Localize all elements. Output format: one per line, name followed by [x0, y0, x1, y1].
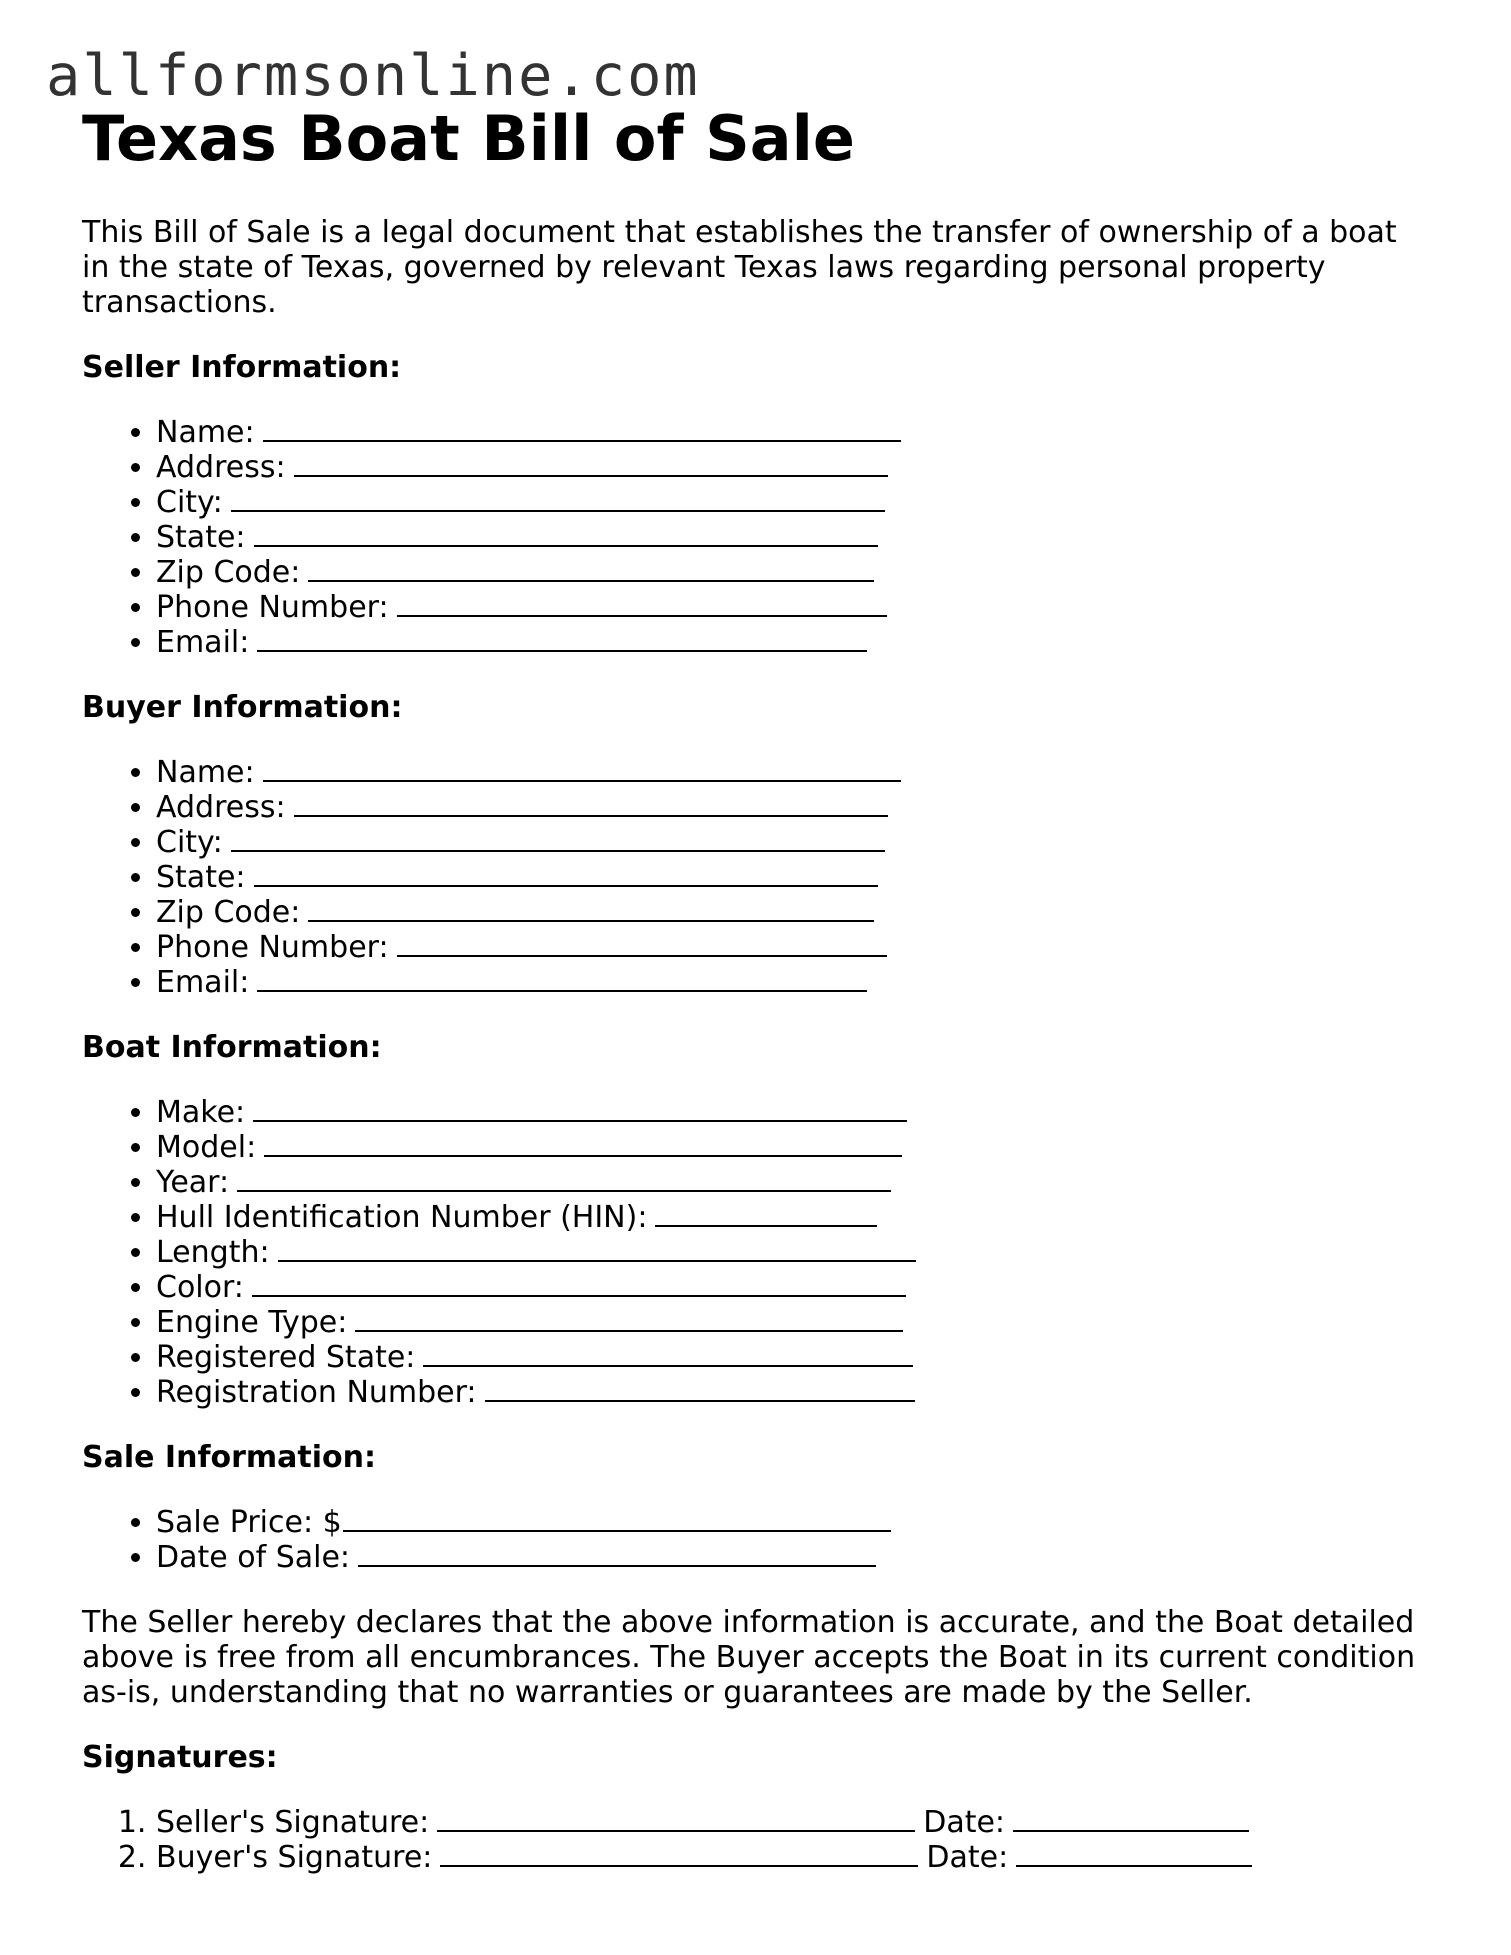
seller-name-label: Name: [156, 415, 255, 450]
buyer-city-item [156, 825, 1422, 860]
sale-price-label: Sale Price: $ [156, 1505, 342, 1540]
boat-registered-state-field[interactable] [423, 1341, 913, 1367]
buyer-email-field[interactable] [257, 966, 867, 992]
buyer-email-item [156, 965, 1422, 1000]
seller-email-field[interactable] [257, 626, 867, 652]
seller-address-field[interactable] [294, 451, 888, 477]
sale-price-field[interactable] [343, 1506, 891, 1532]
seller-city-item [156, 485, 1422, 520]
seller-zip-field[interactable] [308, 556, 874, 582]
boat-length-field[interactable] [278, 1236, 916, 1262]
buyer-state-label: State: [156, 860, 246, 895]
buyer-email-label: Email: [156, 965, 250, 1000]
seller-zip-label: Zip Code: [156, 555, 301, 590]
boat-color-item [156, 1270, 1422, 1305]
seller-state-item [156, 520, 1422, 555]
seller-phone-label: Phone Number: [156, 590, 389, 625]
buyer-state-field[interactable] [254, 861, 878, 887]
boat-year-label: Year: [156, 1165, 230, 1200]
buyer-signature-item [156, 1840, 1422, 1875]
sale-section-heading: Sale Information: [82, 1440, 376, 1475]
buyer-phone-item [156, 930, 1422, 965]
seller-field-list [82, 415, 1422, 660]
buyer-address-item [156, 790, 1422, 825]
boat-model-field[interactable] [264, 1131, 902, 1157]
boat-hin-item [156, 1200, 1422, 1235]
buyer-name-field[interactable] [263, 756, 901, 782]
boat-engine-item [156, 1305, 1422, 1340]
boat-color-field[interactable] [252, 1271, 906, 1297]
boat-length-item [156, 1235, 1422, 1270]
site-watermark: allformsonline.com [46, 43, 700, 109]
seller-phone-field[interactable] [397, 591, 887, 617]
intro-paragraph: This Bill of Sale is a legal document that establishes the transfer of ownership of a boat in the state of Texas, governed by relevant Texas laws regarding personal property transactions. [82, 215, 1397, 320]
boat-year-item [156, 1165, 1422, 1200]
buyer-signature-field[interactable] [440, 1841, 918, 1867]
buyer-state-item [156, 860, 1422, 895]
sale-date-field[interactable] [358, 1541, 876, 1567]
boat-registration-number-item [156, 1375, 1422, 1410]
seller-phone-item [156, 590, 1422, 625]
seller-zip-item [156, 555, 1422, 590]
sale-date-item [156, 1540, 1422, 1575]
boat-engine-label: Engine Type: [156, 1305, 348, 1340]
seller-email-label: Email: [156, 625, 250, 660]
buyer-address-field[interactable] [294, 791, 888, 817]
buyer-zip-item [156, 895, 1422, 930]
buyer-field-list [82, 755, 1422, 1000]
buyer-city-field[interactable] [231, 826, 885, 852]
boat-make-item [156, 1095, 1422, 1130]
seller-city-label: City: [156, 485, 223, 520]
buyer-date-label: Date: [926, 1840, 1009, 1875]
signatures-section-heading: Signatures: [82, 1740, 278, 1775]
buyer-name-label: Name: [156, 755, 255, 790]
seller-section-heading: Seller Information: [82, 350, 402, 385]
boat-section-heading: Boat Information: [82, 1030, 382, 1065]
boat-model-label: Model: [156, 1130, 257, 1165]
boat-registration-number-label: Registration Number: [156, 1375, 477, 1410]
buyer-city-label: City: [156, 825, 223, 860]
buyer-phone-field[interactable] [397, 931, 887, 957]
boat-year-field[interactable] [237, 1166, 891, 1192]
signature-list [82, 1805, 1422, 1875]
seller-signature-label: Seller's Signature: [156, 1805, 430, 1840]
seller-signature-field[interactable] [437, 1806, 915, 1832]
form-body [82, 215, 1422, 1905]
buyer-zip-field[interactable] [308, 896, 874, 922]
boat-engine-field[interactable] [355, 1306, 903, 1332]
buyer-section-heading: Buyer Information: [82, 690, 403, 725]
boat-hin-label: Hull Identification Number (HIN): [156, 1200, 648, 1235]
boat-hin-field[interactable] [655, 1201, 877, 1227]
seller-address-label: Address: [156, 450, 286, 485]
seller-state-label: State: [156, 520, 246, 555]
seller-signature-item [156, 1805, 1422, 1840]
sale-price-item [156, 1505, 1422, 1540]
boat-model-item [156, 1130, 1422, 1165]
buyer-address-label: Address: [156, 790, 286, 825]
seller-name-item [156, 415, 1422, 450]
boat-make-field[interactable] [253, 1096, 907, 1122]
buyer-name-item [156, 755, 1422, 790]
sale-field-list [82, 1505, 1422, 1575]
boat-field-list [82, 1095, 1422, 1410]
seller-address-item [156, 450, 1422, 485]
boat-registered-state-item [156, 1340, 1422, 1375]
seller-date-field[interactable] [1013, 1806, 1249, 1832]
buyer-phone-label: Phone Number: [156, 930, 389, 965]
boat-length-label: Length: [156, 1235, 270, 1270]
boat-make-label: Make: [156, 1095, 246, 1130]
document-title: Texas Boat Bill of Sale [82, 102, 855, 175]
seller-email-item [156, 625, 1422, 660]
seller-date-label: Date: [923, 1805, 1006, 1840]
buyer-signature-label: Buyer's Signature: [156, 1840, 433, 1875]
seller-city-field[interactable] [231, 486, 885, 512]
seller-declaration: The Seller hereby declares that the above information is accurate, and the Boat detailed above is free from all encumbrances. The Buyer accepts the Boat in its current condition as-is, understanding that no warranties or guarantees are made by the Seller. [82, 1605, 1416, 1710]
buyer-zip-label: Zip Code: [156, 895, 301, 930]
seller-name-field[interactable] [263, 416, 901, 442]
boat-registered-state-label: Registered State: [156, 1340, 416, 1375]
sale-date-label: Date of Sale: [156, 1540, 351, 1575]
boat-registration-number-field[interactable] [485, 1376, 915, 1402]
boat-color-label: Color: [156, 1270, 244, 1305]
seller-state-field[interactable] [254, 521, 878, 547]
buyer-date-field[interactable] [1016, 1841, 1252, 1867]
